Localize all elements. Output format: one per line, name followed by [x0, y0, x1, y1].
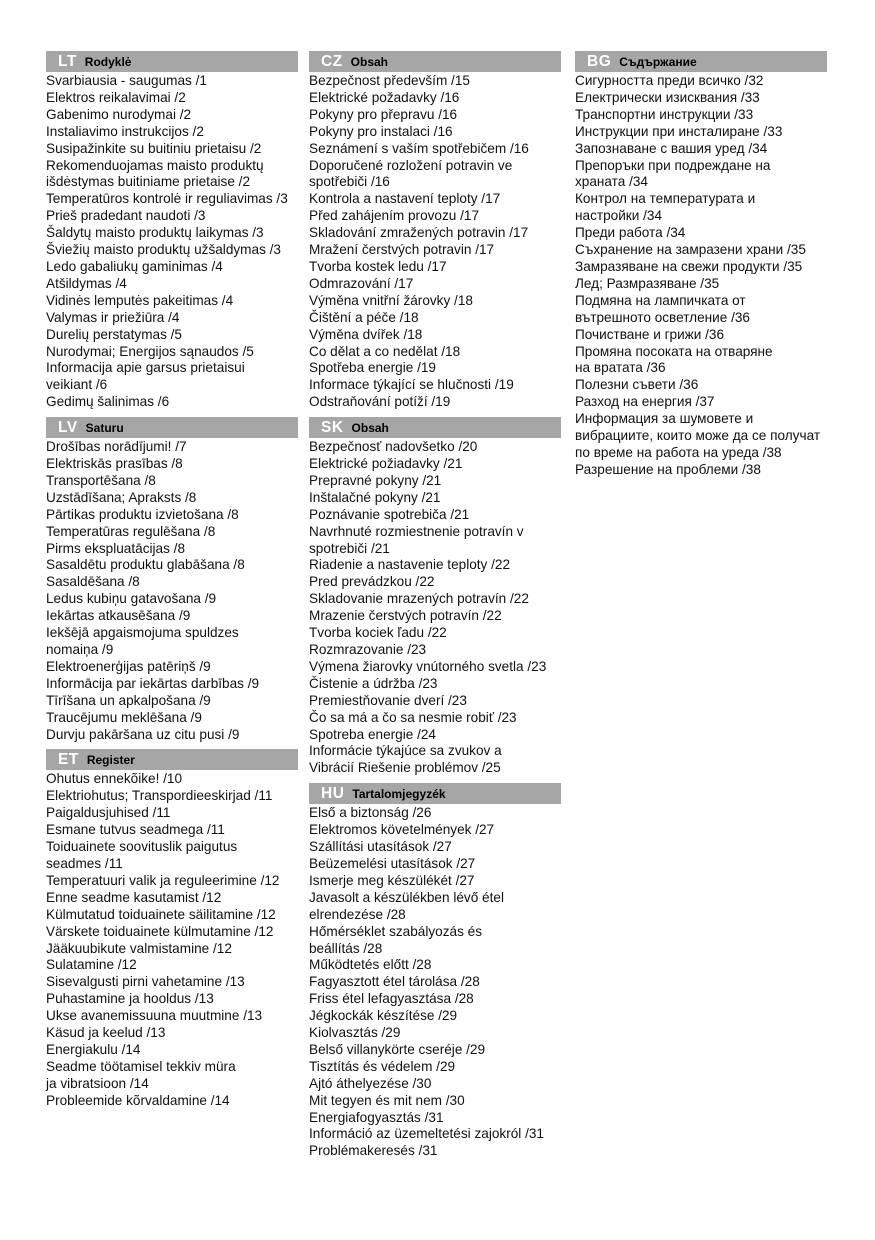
toc-entry: Svarbiausia - saugumas /1	[46, 73, 207, 88]
toc-entry: Pokyny pro přepravu /16	[309, 106, 458, 122]
toc-entry: Iekšējā apgaismojuma spuldzes nomaiņa /9	[46, 625, 239, 657]
language-code: ET	[58, 750, 79, 768]
toc-entry: Nurodymai; Energijos sąnaudos /5	[46, 343, 254, 359]
toc-entry: Riadenie a nastavenie teploty /22	[309, 557, 511, 573]
toc-entry: Beüzemelési utasítások /27	[309, 855, 476, 871]
toc-entry: Rozmrazovanie /23	[309, 642, 427, 657]
toc-entry: Sulatamine /12	[46, 957, 137, 973]
toc-entry: Instaliavimo instrukcijos /2	[46, 123, 204, 139]
section-header	[309, 417, 561, 438]
toc-entry: Temperatuuri valik ja reguleerimine /12	[46, 872, 280, 888]
toc-entry: Valymas ir priežiūra /4	[46, 309, 180, 325]
toc-entry: Atšildymas /4	[46, 275, 127, 291]
section-header	[46, 749, 298, 770]
toc-entry: Транспортни инструкции /33	[575, 106, 754, 122]
toc-entry: Elektroenerģijas patēriņš /9	[46, 658, 211, 674]
toc-column-1	[46, 51, 298, 1116]
toc-entry: Препоръки при подреждане на храната /34	[575, 157, 771, 190]
toc-entry: Prepravné pokyny /21	[309, 472, 442, 488]
toc-entry: Skladovanie mrazených potravín /22	[309, 591, 529, 607]
toc-entry: Skladování zmražených potravin /17	[309, 225, 529, 241]
toc-entry: Инструкции при инсталиране /33	[575, 123, 783, 139]
toc-entry: Első a biztonság /26	[309, 805, 432, 821]
toc-entry: Tīrīšana un apkalpošana /9	[46, 692, 211, 708]
toc-entry: Toiduainete soovituslik paigutus seadmes /11	[46, 839, 238, 871]
toc-entry: Informácie týkajúce sa zvukov a Vibrácií Riešenie problémov /25	[309, 743, 502, 776]
toc-entry: Elektros reikalavimai /2	[46, 89, 186, 105]
toc-entry: Šviežių maisto produktų užšaldymas /3	[46, 242, 281, 258]
toc-entry: Před zahájením provozu /17	[309, 208, 480, 224]
toc-entry: Bezpečnosť nadovšetko /20	[309, 439, 478, 455]
section-header	[46, 51, 298, 72]
toc-entry: Problémakeresés /31	[309, 1143, 438, 1159]
toc-entry: Tvorba kociek ľadu /22	[309, 625, 447, 641]
toc-entry: Ismerje meg készülékét /27	[309, 872, 475, 888]
toc-entry: Čištění a péče /18	[309, 309, 419, 325]
section-title: Obsah	[350, 54, 389, 69]
toc-entry: Pred prevádzkou /22	[309, 574, 435, 590]
toc-entry: Tisztítás és védelem /29	[309, 1058, 456, 1074]
toc-entry: Szállítási utasítások /27	[309, 839, 452, 855]
section-header	[309, 51, 561, 72]
entry-list	[46, 73, 298, 411]
language-code: HU	[321, 784, 345, 802]
toc-entry: Elektriskās prasības /8	[46, 456, 183, 472]
toc-entry: Mrazenie čerstvých potravín /22	[309, 608, 502, 624]
section-header	[46, 417, 298, 438]
section-title: Saturu	[85, 420, 124, 435]
toc-entry: Iekārtas atkausēšana /9	[46, 608, 191, 624]
toc-entry: Сигурността преди всичко /32	[575, 73, 764, 88]
toc-entry: Odstraňování potíží /19	[309, 394, 451, 410]
toc-entry: Javasolt a készülékben lévő étel elrendezése /28	[309, 889, 504, 922]
toc-entry: Ohutus ennekõike! /10	[46, 771, 183, 787]
toc-entry: Spotreba energie /24	[309, 726, 436, 742]
toc-entry: Informacija apie garsus prietaisui veikiant /6	[46, 360, 245, 393]
entry-list	[46, 439, 298, 743]
toc-entry: Paigaldusjuhised /11	[46, 805, 171, 821]
section-lv	[46, 417, 298, 743]
language-code: LV	[58, 418, 78, 436]
toc-entry: Mit tegyen és mit nem /30	[309, 1092, 465, 1108]
toc-entry: Külmutatud toiduainete säilitamine /12	[46, 906, 276, 922]
toc-entry: Információ az üzemeltetési zajokról /31	[309, 1126, 544, 1142]
section-header	[575, 51, 827, 72]
toc-entry: Esmane tutvus seadmega /11	[46, 822, 225, 838]
toc-entry: Kontrola a nastavení teploty /17	[309, 191, 501, 207]
toc-entry: Energiafogyasztás /31	[309, 1109, 444, 1125]
section-title: Rodyklė	[84, 54, 132, 69]
toc-entry: Hőmérséklet szabályozás és beállítás /28	[309, 923, 483, 956]
section-bg	[575, 51, 827, 479]
section-lt	[46, 51, 298, 411]
toc-entry: Výměna vnitřní žárovky /18	[309, 292, 473, 308]
toc-entry: Informace týkající se hlučnosti /19	[309, 377, 514, 393]
section-sk	[309, 417, 561, 777]
toc-entry: Pārtikas produktu izvietošana /8	[46, 506, 239, 522]
toc-entry: Jégkockák készítése /29	[309, 1008, 458, 1024]
toc-entry: Probleemide kõrvaldamine /14	[46, 1092, 230, 1108]
toc-entry: Čistenie a údržba /23	[309, 675, 438, 691]
toc-entry: Puhastamine ja hooldus /13	[46, 991, 214, 1007]
toc-entry: Doporučené rozložení potravin ve spotřebiči /16	[309, 157, 513, 190]
entry-list	[309, 439, 561, 777]
toc-entry: Čo sa má a čo sa nesmie robiť /23	[309, 709, 517, 725]
toc-entry: Gedimų šalinimas /6	[46, 394, 170, 410]
language-code: LT	[58, 52, 77, 70]
toc-entry: Почистване и грижи /36	[575, 326, 725, 342]
toc-entry: Energiakulu /14	[46, 1041, 141, 1057]
toc-entry: Susipažinkite su buitiniu prietaisu /2	[46, 140, 262, 156]
section-title: Register	[86, 752, 135, 767]
toc-entry: Pokyny pro instalaci /16	[309, 123, 453, 139]
toc-entry: Transportēšana /8	[46, 472, 156, 488]
toc-entry: Mražení čerstvých potravin /17	[309, 242, 495, 258]
toc-column-2	[309, 51, 561, 1166]
toc-entry: Преди работа /34	[575, 225, 686, 241]
toc-entry: Durvju pakāršana uz citu pusi /9	[46, 726, 240, 742]
toc-entry: Temperatūros kontrolė ir reguliavimas /3	[46, 191, 288, 207]
toc-entry: Информация за шумовете и вибрациите, които може да се получат по време на работа на уреда /38	[575, 411, 821, 460]
toc-entry: Drošības norādījumi! /7	[46, 439, 187, 455]
toc-entry: Odmrazování /17	[309, 275, 414, 291]
toc-entry: Sasaldēšana /8	[46, 574, 140, 590]
toc-entry: Ajtó áthelyezése /30	[309, 1075, 432, 1091]
toc-entry: Poznávanie spotrebiča /21	[309, 506, 470, 522]
toc-column-3	[575, 51, 827, 485]
toc-entry: Premiestňovanie dverí /23	[309, 692, 467, 708]
toc-entry: Elektrické požiadavky /21	[309, 456, 463, 472]
toc-entry: Kiolvasztás /29	[309, 1025, 401, 1041]
language-code: BG	[587, 52, 612, 70]
toc-entry: Подмяна на лампичката от вътрешното осветление /36	[575, 292, 750, 325]
section-title: Съдържание	[619, 54, 697, 69]
toc-entry: Informācija par iekārtas darbības /9	[46, 675, 260, 691]
toc-entry: Pirms ekspluatācijas /8	[46, 540, 186, 556]
toc-entry: Šaldytų maisto produktų laikymas /3	[46, 225, 264, 241]
toc-entry: Co dělat a co nedělat /18	[309, 343, 461, 359]
toc-entry: Värskete toiduainete külmutamine /12	[46, 923, 274, 939]
toc-entry: Durelių perstatymas /5	[46, 326, 182, 342]
language-code: SK	[321, 418, 344, 436]
section-hu	[309, 783, 561, 1160]
entry-list	[46, 771, 298, 1109]
section-et	[46, 749, 298, 1109]
toc-entry: Jääkuubikute valmistamine /12	[46, 940, 232, 956]
toc-entry: Запознаване с вашия уред /34	[575, 140, 768, 156]
toc-entry: Sisevalgusti pirni vahetamine /13	[46, 974, 245, 990]
toc-entry: Seznámení s vaším spotřebičem /16	[309, 140, 529, 156]
toc-entry: Elektriohutus; Transpordieeskirjad /11	[46, 788, 273, 804]
toc-entry: Разход на енергия /37	[575, 394, 715, 410]
entry-list	[309, 73, 561, 411]
toc-entry: Spotřeba energie /19	[309, 360, 436, 376]
toc-entry: Elektrické požadavky /16	[309, 89, 460, 105]
toc-entry: Gabenimo nurodymai /2	[46, 106, 192, 122]
toc-entry: Rekomenduojamas maisto produktų išdėstymas buitiniame prietaise /2	[46, 157, 264, 190]
toc-entry: Ukse avanemissuuna muutmine /13	[46, 1008, 263, 1024]
toc-entry: Контрол на температурата и настройки /34	[575, 191, 756, 224]
toc-entry: Működtetés előtt /28	[309, 957, 432, 973]
entry-list	[575, 73, 827, 479]
toc-entry: Výmena žiarovky vnútorného svetla /23	[309, 658, 547, 674]
toc-entry: Temperatūras regulēšana /8	[46, 523, 216, 539]
toc-entry: Seadme töötamisel tekkiv müra ja vibratsioon /14	[46, 1058, 236, 1091]
toc-entry: Tvorba kostek ledu /17	[309, 258, 447, 274]
toc-entry: Vidinės lemputės pakeitimas /4	[46, 292, 234, 308]
toc-entry: Bezpečnost především /15	[309, 73, 470, 88]
toc-entry: Enne seadme kasutamist /12	[46, 889, 222, 905]
section-title: Tartalomjegyzék	[352, 786, 446, 801]
toc-entry: Fagyasztott étel tárolása /28	[309, 974, 480, 990]
section-title: Obsah	[351, 420, 389, 435]
section-cz	[309, 51, 561, 411]
toc-entry: Uzstādīšana; Apraksts /8	[46, 489, 197, 505]
toc-entry: Inštalačné pokyny /21	[309, 489, 441, 505]
toc-entry: Електрически изисквания /33	[575, 89, 760, 105]
toc-entry: Разрешение на проблеми /38	[575, 461, 761, 477]
toc-entry: Промяна посоката на отваряне на вратата /36	[575, 343, 773, 376]
toc-entry: Ledo gabaliukų gaminimas /4	[46, 258, 223, 274]
language-code: CZ	[321, 52, 343, 70]
toc-entry: Friss étel lefagyasztása /28	[309, 991, 474, 1007]
entry-list	[309, 805, 561, 1160]
toc-entry: Elektromos követelmények /27	[309, 822, 495, 838]
toc-entry: Käsud ja keelud /13	[46, 1025, 166, 1041]
toc-entry: Prieš pradedant naudoti /3	[46, 208, 206, 224]
toc-entry: Traucējumu meklēšana /9	[46, 709, 202, 725]
toc-entry: Ledus kubiņu gatavošana /9	[46, 591, 217, 607]
toc-entry: Belső villanykörte cseréje /29	[309, 1041, 486, 1057]
toc-entry: Замразяване на свежи продукти /35	[575, 258, 803, 274]
toc-entry: Съхранение на замразени храни /35	[575, 242, 806, 258]
toc-entry: Výměna dvířek /18	[309, 326, 423, 342]
toc-entry: Sasaldētu produktu glabāšana /8	[46, 557, 245, 573]
toc-entry: Полезни съвети /36	[575, 377, 699, 393]
toc-entry: Navrhnuté rozmiestnenie potravín v spotrebiči /21	[309, 523, 524, 556]
toc-entry: Лед; Размразяване /35	[575, 275, 720, 291]
section-header	[309, 783, 561, 804]
